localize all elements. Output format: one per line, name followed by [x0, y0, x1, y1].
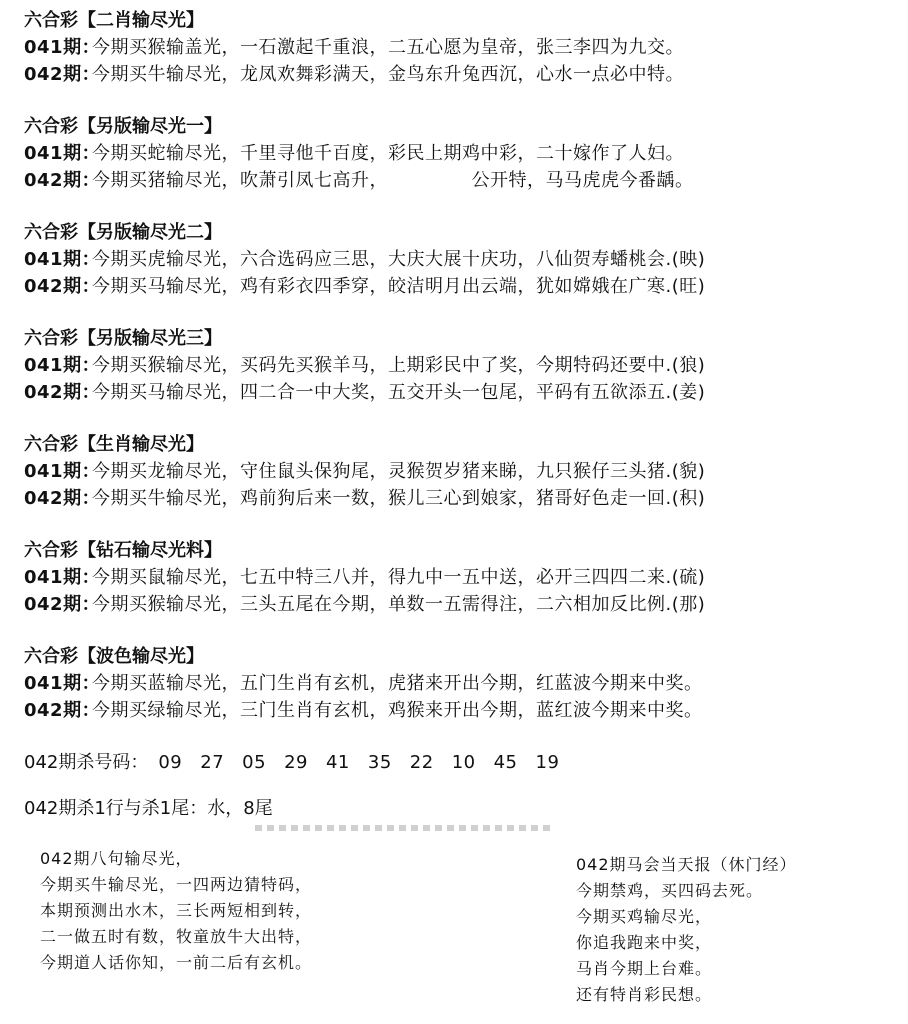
section-line	[24, 246, 904, 273]
poem-right	[576, 852, 896, 1008]
period-label: 041期：	[24, 355, 101, 376]
line-text: 今期买猪输尽光，吹萧引凤七高升， 公开特，马马虎虎今番龋。	[92, 170, 694, 191]
poem-right-line: 你追我跑来中奖，	[576, 933, 713, 952]
period-label: 042期：	[24, 170, 101, 191]
kill-number: 29	[284, 752, 308, 773]
poem-right-line: 今期买鸡输尽光，	[576, 907, 713, 926]
kill-row-text: 042期杀1行与杀1尾：水，8尾	[24, 798, 273, 819]
poem-right-line: 马肖今期上台难。	[576, 959, 713, 978]
kill-number: 05	[242, 752, 267, 773]
line-text: 今期买蓝输尽光，五门生肖有玄机，虎猪来开出今期，红蓝波今期来中奖。	[92, 673, 703, 694]
line-text: 今期买猴输尽光，三头五尾在今期，单数一五需得注，二六相加反比例.(那)	[92, 594, 706, 615]
kill-row-tail	[24, 796, 904, 822]
kill-number: 19	[535, 752, 560, 773]
main-column	[24, 8, 904, 842]
kill-numbers-list	[158, 752, 577, 773]
line-text: 今期买牛输尽光，鸡前狗后来一数，猴儿三心到娘家，猪哥好色走一回.(积)	[92, 488, 706, 509]
poem-left	[40, 845, 500, 975]
section-title: 六合彩【生肖输尽光】	[24, 434, 204, 455]
line-text: 今期买龙输尽光，守住鼠头保狗尾，灵猴贺岁猪来睇，九只猴仔三头猪.(貌)	[92, 461, 706, 482]
kill-number: 27	[200, 752, 225, 773]
section-line	[24, 273, 904, 300]
section-title: 六合彩【二肖输尽光】	[24, 10, 204, 31]
section-line	[24, 167, 904, 194]
line-text: 今期买绿输尽光，三门生肖有玄机，鸡猴来开出今期，蓝红波今期来中奖。	[92, 700, 703, 721]
section-line	[24, 34, 904, 61]
kill-number: 22	[409, 752, 434, 773]
period-label: 042期：	[24, 64, 101, 85]
kill-numbers-label: 042期杀号码：	[24, 752, 149, 773]
section-3	[24, 220, 904, 300]
section-line	[24, 352, 904, 379]
period-label: 042期：	[24, 276, 101, 297]
section-1	[24, 8, 904, 88]
line-text: 今期买猴输尽光，买码先买猴羊马，上期彩民中了奖，今期特码还要中.(狼)	[92, 355, 706, 376]
scan-artifact-divider	[255, 825, 555, 831]
period-label: 041期：	[24, 143, 101, 164]
period-label: 041期：	[24, 37, 101, 58]
poem-right-title: 042期马会当天报（休门经）	[576, 855, 797, 874]
section-line	[24, 485, 904, 512]
line-text: 今期买马输尽光，四二合一中大奖，五交开头一包尾，平码有五欲添五.(姜)	[92, 382, 706, 403]
section-title: 六合彩【波色输尽光】	[24, 646, 204, 667]
line-text: 今期买牛输尽光，龙凤欢舞彩满天，金鸟东升兔西沉，心水一点必中特。	[92, 64, 684, 85]
kill-number: 10	[451, 752, 476, 773]
period-label: 042期：	[24, 594, 101, 615]
section-line	[24, 140, 904, 167]
period-label: 041期：	[24, 249, 101, 270]
section-title: 六合彩【另版输尽光一】	[24, 116, 222, 137]
kill-number: 09	[158, 752, 183, 773]
poem-left-line: 今期道人话你知，一前二后有玄机。	[40, 953, 313, 972]
section-line	[24, 61, 904, 88]
section-line	[24, 670, 904, 697]
section-6	[24, 538, 904, 618]
poem-left-line: 二一做五时有数，牧童放牛大出特，	[40, 927, 313, 946]
kill-number: 41	[325, 752, 350, 773]
period-label: 041期：	[24, 567, 101, 588]
line-text: 今期买猴输盖光，一石激起千重浪，二五心愿为皇帝，张三李四为九交。	[92, 37, 684, 58]
kill-number: 45	[493, 752, 518, 773]
section-title: 六合彩【另版输尽光二】	[24, 222, 222, 243]
section-line	[24, 379, 904, 406]
line-text: 今期买鼠输尽光，七五中特三八并，得九中一五中送，必开三四四二来.(硫)	[92, 567, 706, 588]
line-text: 今期买蛇输尽光，千里寻他千百度，彩民上期鸡中彩，二十嫁作了人妇。	[92, 143, 684, 164]
section-2	[24, 114, 904, 194]
section-title: 六合彩【另版输尽光三】	[24, 328, 222, 349]
kill-numbers-row	[24, 750, 904, 776]
section-line	[24, 697, 904, 724]
period-label: 042期：	[24, 382, 101, 403]
period-label: 041期：	[24, 461, 101, 482]
section-line	[24, 591, 904, 618]
line-text: 今期买虎输尽光，六合选码应三思，大庆大展十庆功，八仙贺寿蟠桃会.(映)	[92, 249, 706, 270]
line-text: 今期买马输尽光，鸡有彩衣四季穿，皎洁明月出云端，犹如嫦娥在广寒.(旺)	[92, 276, 706, 297]
section-line	[24, 564, 904, 591]
period-label: 042期：	[24, 700, 101, 721]
poem-right-line: 今期禁鸡，买四码去死。	[576, 881, 764, 900]
section-title: 六合彩【钻石输尽光料】	[24, 540, 222, 561]
poem-left-line: 本期预测出水木，三长两短相到转，	[40, 901, 313, 920]
section-line	[24, 458, 904, 485]
section-5	[24, 432, 904, 512]
kill-number: 35	[367, 752, 392, 773]
poem-left-title: 042期八句输尽光，	[40, 849, 193, 868]
section-7	[24, 644, 904, 724]
section-4	[24, 326, 904, 406]
period-label: 042期：	[24, 488, 101, 509]
period-label: 041期：	[24, 673, 101, 694]
poem-right-line: 还有特肖彩民想。	[576, 985, 713, 1004]
poem-left-line: 今期买牛输尽光，一四两边猜特码，	[40, 875, 313, 894]
